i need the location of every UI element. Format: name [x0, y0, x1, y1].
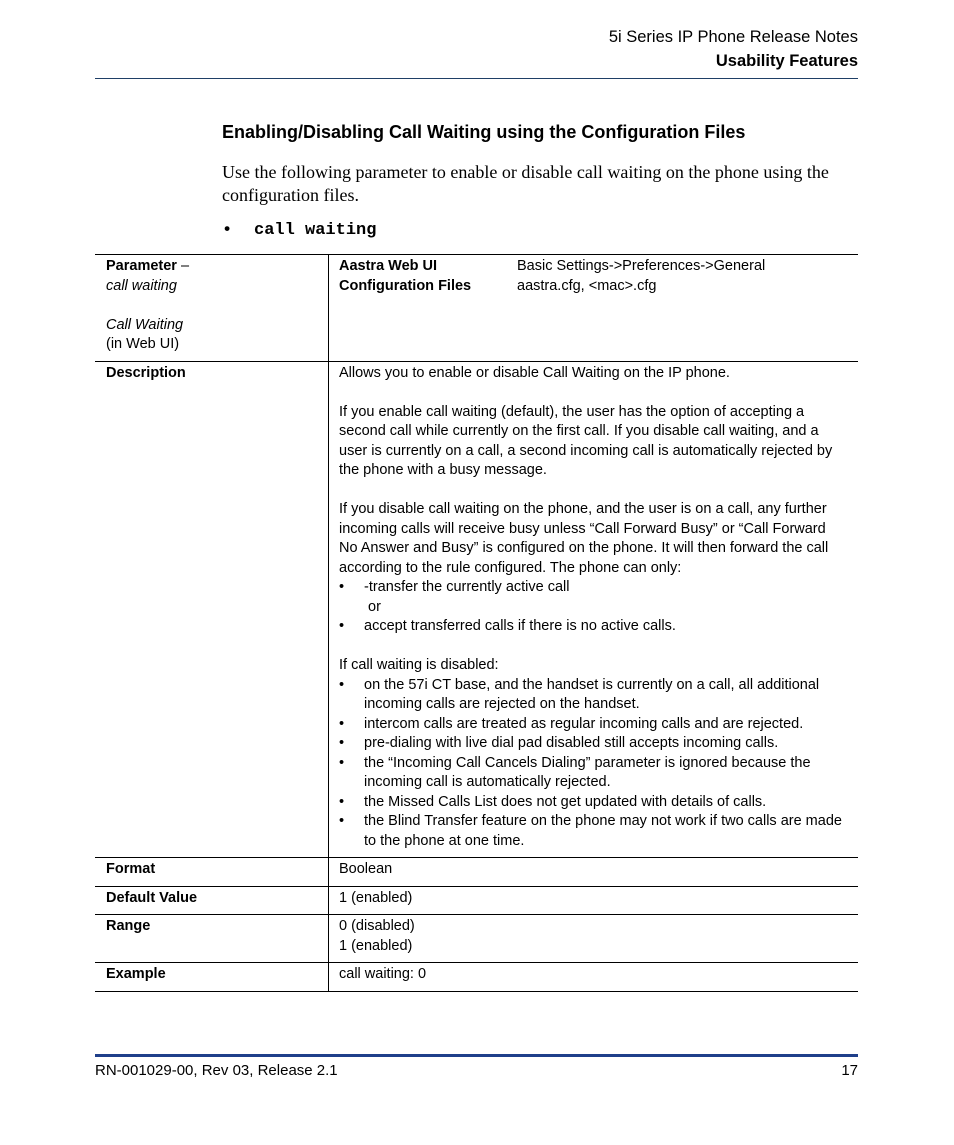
- footer-doc-id: RN-001029-00, Rev 03, Release 2.1: [95, 1062, 338, 1079]
- bullet: •: [222, 221, 233, 240]
- default-value: 1 (enabled): [329, 886, 859, 915]
- list-item: • pre-dialing with live dial pad disabled still accepts incoming calls.: [339, 734, 846, 754]
- format-label: Format: [95, 858, 329, 887]
- range-label: Range: [95, 915, 329, 963]
- webui-name: Call Waiting: [106, 316, 184, 333]
- range-value: 0 (disabled): [339, 918, 415, 934]
- intro-paragraph: Use the following parameter to enable or disable call waiting on the phone using the configuration files.: [222, 162, 829, 205]
- desc-cell: [329, 361, 859, 858]
- location-cell: [329, 255, 859, 362]
- table-row-example: [95, 963, 858, 992]
- config-files: aastra.cfg, <mac>.cfg: [517, 277, 657, 294]
- table-row-default: [95, 886, 858, 915]
- parameter-bullet-item: [222, 221, 376, 240]
- desc-list-1b: [339, 617, 846, 637]
- list-item: • intercom calls are treated as regular incoming calls and are rejected.: [339, 715, 846, 735]
- parameter-table: [95, 254, 858, 992]
- header-doc-title: 5i Series IP Phone Release Notes: [608, 28, 858, 46]
- list-item: • the Blind Transfer feature on the phone may not work if two calls are made to the phone at one time.: [339, 812, 846, 851]
- param-value: call waiting: [106, 277, 177, 294]
- table-row-description: [95, 361, 858, 858]
- table-row-parameter: [95, 255, 858, 362]
- param-cell: [95, 255, 329, 362]
- header-section: Usability Features: [715, 52, 858, 70]
- param-label: Parameter: [106, 258, 177, 274]
- desc-p1: Allows you to enable or disable Call Waiting on the IP phone.: [339, 364, 730, 381]
- list-item: • the “Incoming Call Cancels Dialing” parameter is ignored because the incoming call is automatically rejected.: [339, 754, 846, 793]
- parameter-name: call waiting: [254, 221, 377, 240]
- footer-page-number: 17: [841, 1062, 858, 1079]
- webui-note: (in Web UI): [106, 336, 180, 352]
- range-value: 1 (enabled): [339, 937, 413, 954]
- desc-p2: If you enable call waiting (default), the user has the option of accepting a second call while currently on the first call. If you disable call waiting, and a user is currently on a call, a second incoming call is automatically rejected by the phone with a busy message.: [339, 403, 833, 478]
- desc-or: or: [368, 598, 381, 615]
- webui-path: Basic Settings->Preferences->General: [517, 258, 766, 274]
- desc-list-1: [339, 578, 846, 598]
- table-row-format: [95, 858, 858, 887]
- example-label: Example: [95, 963, 329, 992]
- list-item: • -transfer the currently active call: [339, 578, 846, 598]
- list-item: • accept transferred calls if there is no active calls.: [339, 617, 846, 637]
- section-title: Enabling/Disabling Call Waiting using the Configuration Files: [222, 122, 746, 142]
- desc-p3: If you disable call waiting on the phone, and the user is on a call, any further incoming calls will receive busy unless “Call Forward Busy” or “Call Forward No Answer and Busy” is configured on the phone. It will then forward the call according to the rule configured. The phone can only:: [339, 501, 829, 576]
- footer-rule: [95, 1054, 858, 1057]
- table-row-range: [95, 915, 858, 963]
- config-label: Configuration Files: [339, 277, 472, 294]
- example-value: call waiting: 0: [329, 963, 859, 992]
- range-cell: [329, 915, 859, 963]
- webui-label: Aastra Web UI: [339, 258, 438, 274]
- header-rule: [95, 78, 858, 79]
- desc-p4: If call waiting is disabled:: [339, 657, 499, 673]
- param-dash: –: [176, 258, 190, 274]
- desc-label: Description: [95, 361, 329, 858]
- format-value: Boolean: [329, 858, 859, 887]
- desc-list-2: [339, 676, 846, 852]
- list-item: • on the 57i CT base, and the handset is currently on a call, all additional incoming calls are rejected on the handset.: [339, 676, 846, 715]
- default-label: Default Value: [95, 886, 329, 915]
- list-item: • the Missed Calls List does not get updated with details of calls.: [339, 793, 846, 813]
